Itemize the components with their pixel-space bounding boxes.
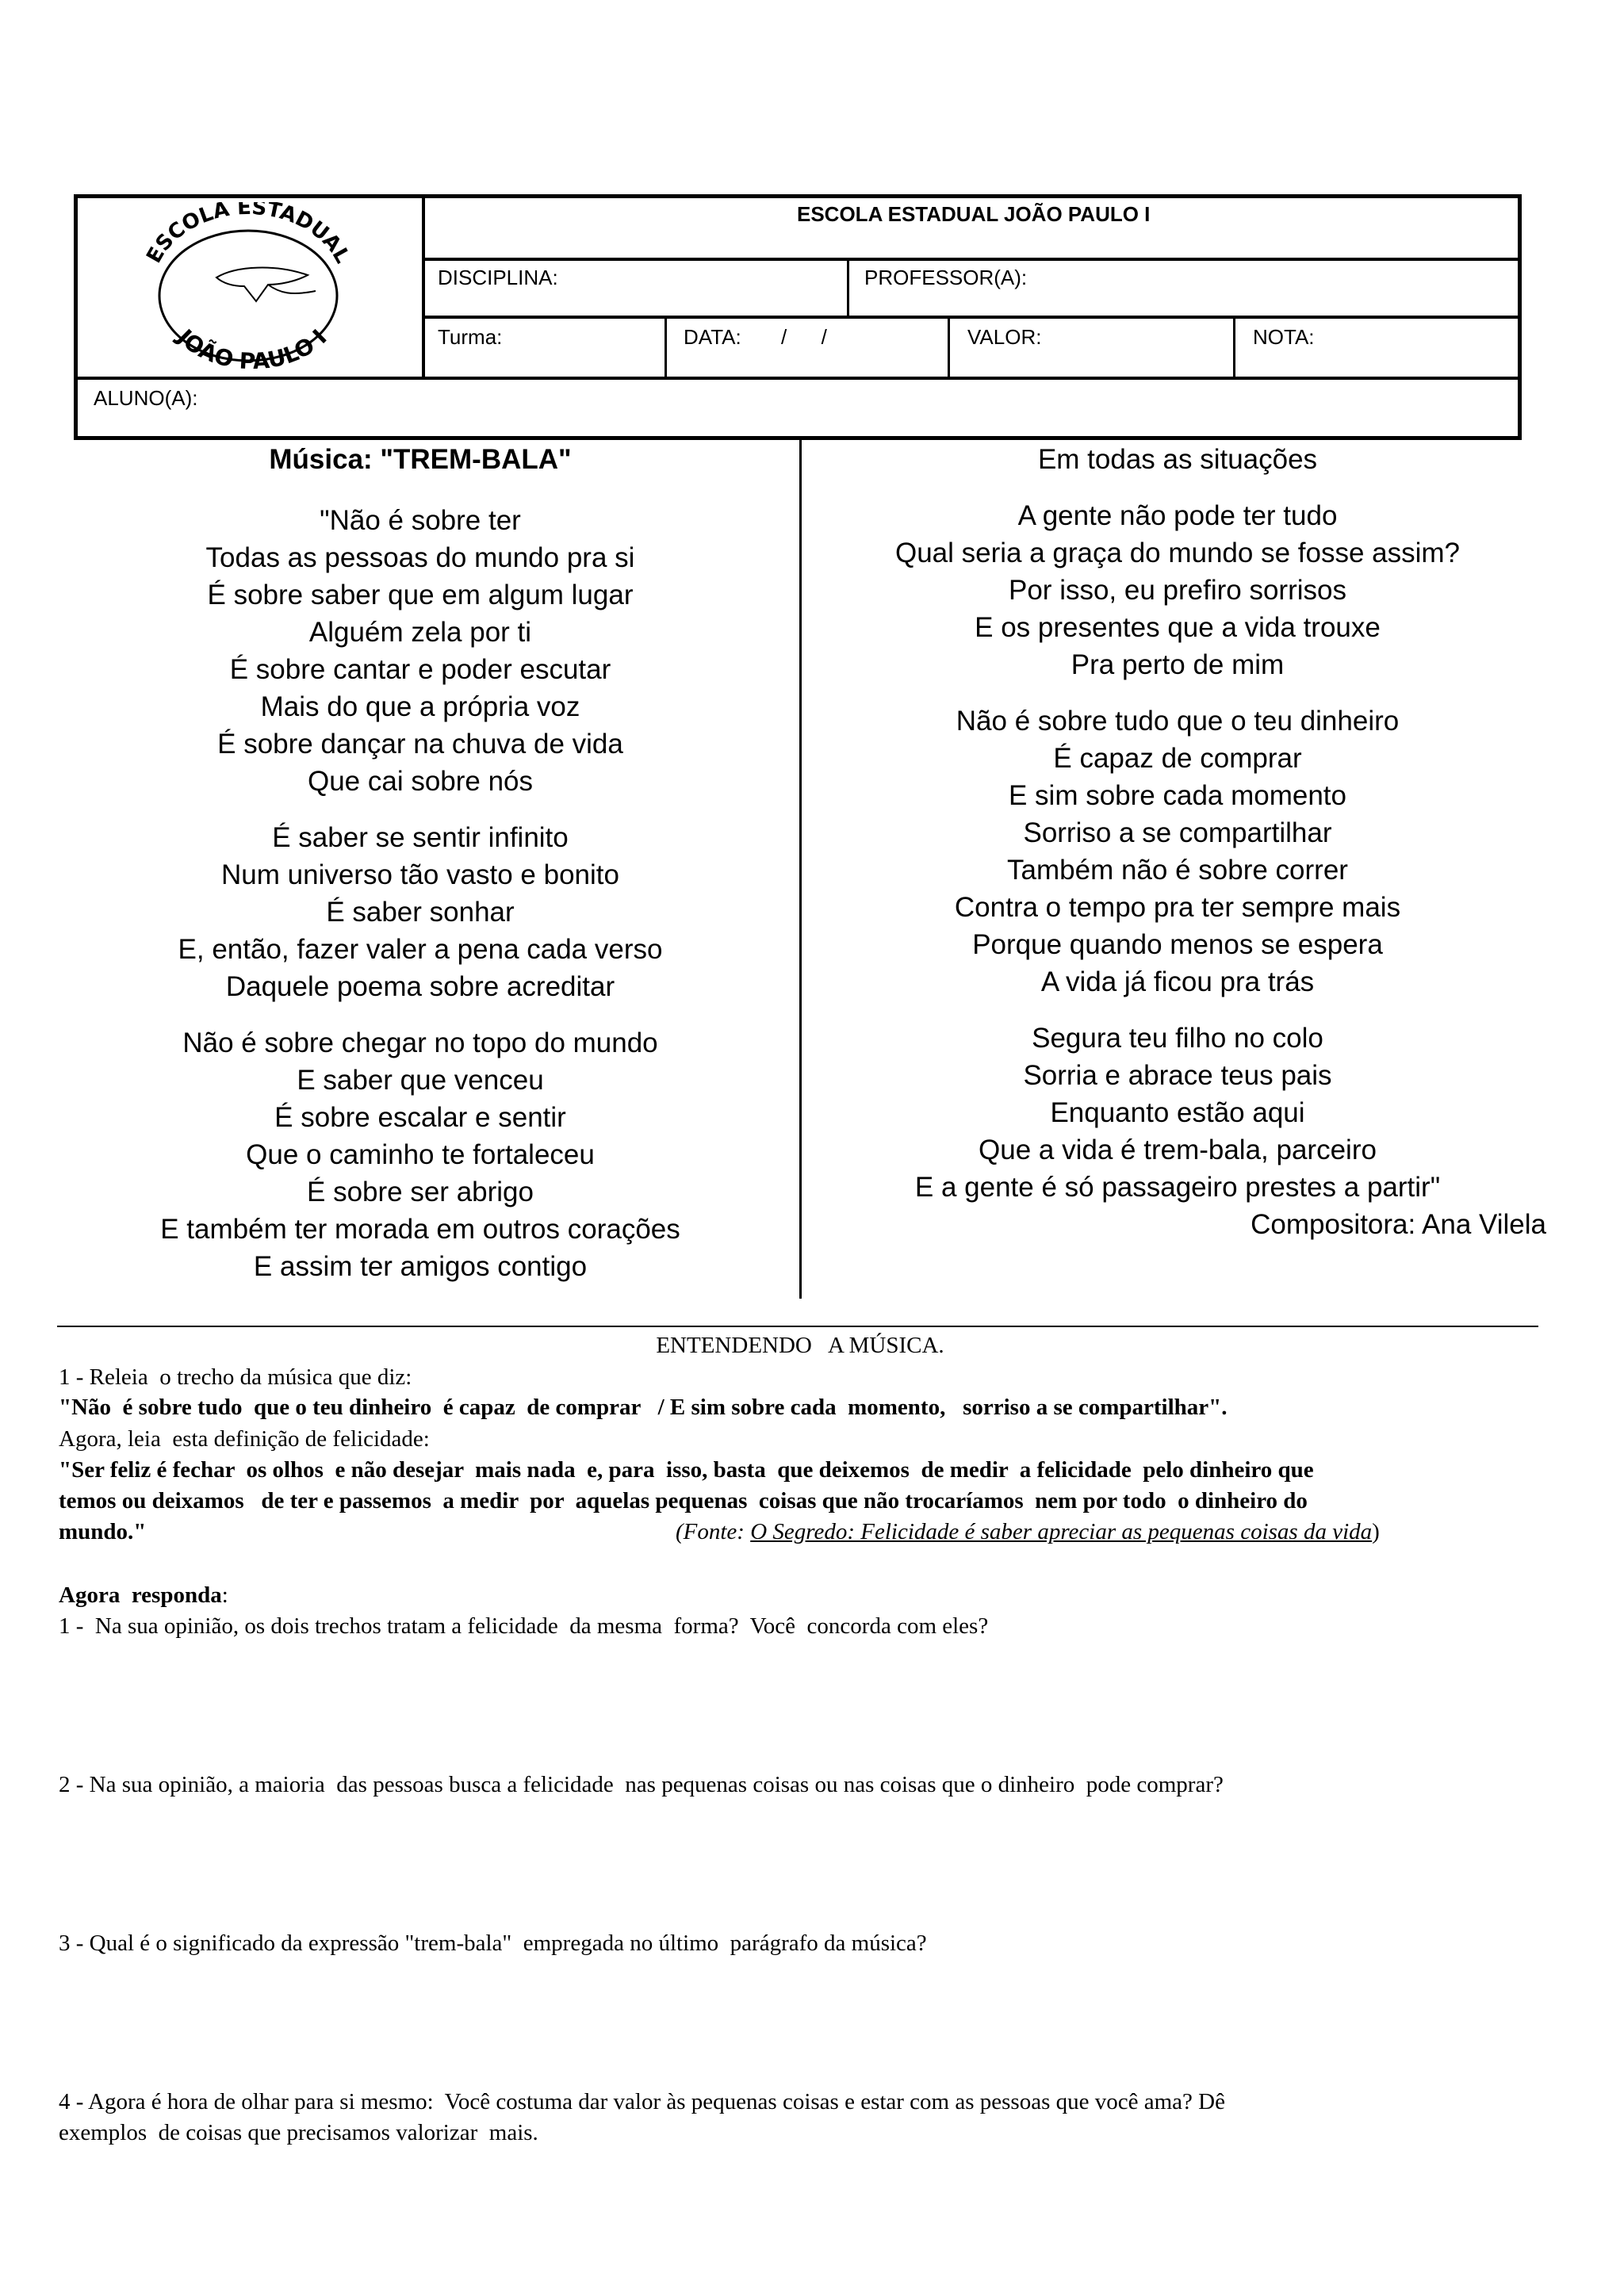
answer-label-line	[59, 1580, 1542, 1610]
lyric-line: Alguém zela por ti	[308, 617, 532, 648]
lyric-line: E, então, fazer valer a pena cada verso	[178, 934, 663, 965]
source-citation	[676, 1517, 1548, 1547]
lyric-line: É sobre escalar e sentir	[274, 1102, 566, 1133]
aluno-label: ALUNO(A):	[94, 386, 198, 410]
nota-label: NOTA:	[1253, 325, 1315, 349]
lyric-line: Num universo tão vasto e bonito	[221, 859, 619, 890]
svg-text:JOÃO PAULO I: JOÃO PAULO I	[172, 324, 332, 369]
definition-line-3: mundo."	[59, 1519, 147, 1544]
lyric-line: Pra perto de mim	[1071, 649, 1285, 680]
question-1: 1 - Na sua opinião, os dois trechos tratam a felicidade da mesma forma? Você concorda com eles?	[59, 1613, 989, 1639]
stanza-gap	[79, 1005, 761, 1024]
song-title: Música: "TREM-BALA"	[269, 444, 572, 475]
lyric-line: Sorria e abrace teus pais	[1023, 1060, 1332, 1091]
lyric-line: É sobre dançar na chuva de vida	[217, 729, 623, 760]
lyric-line: Também não é sobre correr	[1007, 855, 1348, 886]
stanza-gap	[841, 1001, 1515, 1020]
school-logo	[109, 202, 387, 369]
lyric-line: É saber se sentir infinito	[272, 822, 569, 853]
valor-label: VALOR:	[967, 325, 1042, 349]
stanza-gap	[79, 800, 761, 819]
definition-intro: Agora, leia esta definição de felicidade:	[59, 1426, 430, 1452]
lyric-line: Sorriso a se compartilhar	[1023, 817, 1332, 848]
source-prefix: (Fonte:	[676, 1519, 751, 1544]
lyric-line: E os presentes que a vida trouxe	[975, 612, 1381, 643]
lyric-line: Daquele poema sobre acreditar	[225, 971, 615, 1002]
lyric-line: É sobre ser abrigo	[307, 1177, 534, 1207]
composer: Compositora: Ana Vilela	[1251, 1209, 1546, 1240]
data-label: DATA:	[684, 325, 741, 349]
answer-colon: :	[221, 1582, 228, 1608]
lyric-line: Em todas as situações	[1037, 444, 1318, 475]
lyric-line: Que cai sobre nós	[307, 766, 534, 797]
question-2: 2 - Na sua opinião, a maioria das pessoas busca a felicidade nas pequenas coisas ou nas coisas que o dinheiro pode comprar?	[59, 1772, 1224, 1797]
lyric-line: A gente não pode ter tudo	[1017, 500, 1338, 531]
lyric-line: Todas as pessoas do mundo pra si	[205, 542, 635, 573]
source-suffix: )	[1372, 1519, 1380, 1544]
lyrics-left-column	[79, 441, 761, 1285]
disciplina-label: DISCIPLINA:	[438, 266, 558, 289]
definition-line-2: temos ou deixamos de ter e passemos a medir por aquelas pequenas coisas que não trocaríamos nem por todo o dinheiro do	[59, 1488, 1308, 1513]
lyrics-right-column	[841, 441, 1515, 1206]
lyric-line: E também ter morada em outros corações	[160, 1214, 680, 1245]
header-divider	[74, 377, 1522, 380]
question-4-cont: exemplos de coisas que precisamos valorizar mais.	[59, 2120, 538, 2145]
definition-line-1: "Ser feliz é fechar os olhos e não desejar mais nada e, para isso, basta que deixemos de medir a felicidade pelo dinheiro que	[59, 1457, 1314, 1483]
header-divider	[423, 258, 1522, 261]
school-name: ESCOLA ESTADUAL JOÃO PAULO I	[797, 202, 1151, 226]
answer-label: Agora responda	[59, 1582, 222, 1608]
source-link[interactable]: O Segredo: Felicidade é saber apreciar as pequenas coisas da vida	[750, 1519, 1373, 1544]
lyric-line: E saber que venceu	[297, 1065, 544, 1096]
lyric-line: Segura teu filho no colo	[1032, 1023, 1323, 1054]
svg-text:ESCOLA ESTADUAL: ESCOLA ESTADUAL	[142, 202, 354, 268]
lyric-line: Qual seria a graça do mundo se fosse assim?	[894, 538, 1461, 568]
header-divider	[1233, 316, 1235, 378]
professor-label: PROFESSOR(A):	[864, 266, 1028, 289]
lyric-line: "Não é sobre ter	[320, 505, 521, 536]
stanza-gap	[841, 683, 1515, 702]
header-divider	[948, 316, 950, 378]
column-divider	[799, 440, 802, 1299]
quote1: "Não é sobre tudo que o teu dinheiro é capaz de comprar / E sim sobre cada momento, sorriso a se compartilhar".	[59, 1395, 1228, 1420]
lyric-line: Não é sobre chegar no topo do mundo	[182, 1027, 658, 1058]
lyric-line: Que a vida é trem-bala, parceiro	[979, 1135, 1377, 1165]
lyric-line: É capaz de comprar	[1053, 743, 1302, 774]
lyric-line: E assim ter amigos contigo	[253, 1251, 588, 1282]
lyric-line: Não é sobre tudo que o teu dinheiro	[956, 706, 1400, 737]
lyric-line: Porque quando menos se espera	[972, 929, 1383, 960]
lyric-line: Mais do que a própria voz	[260, 691, 580, 722]
data-slashes: / /	[781, 325, 827, 349]
q1-intro: 1 - Releia o trecho da música que diz:	[59, 1364, 412, 1390]
section-separator	[57, 1326, 1538, 1327]
lyric-line: A vida já ficou pra trás	[1040, 966, 1315, 997]
question-3: 3 - Qual é o significado da expressão "trem-bala" empregada no último parágrafo da música?	[59, 1931, 927, 1956]
header-divider	[422, 194, 425, 380]
header-divider	[847, 258, 849, 319]
lyric-line: Que o caminho te fortaleceu	[246, 1139, 595, 1170]
section-title: ENTENDENDO A MÚSICA.	[656, 1333, 944, 1358]
lyric-line: É saber sonhar	[326, 897, 515, 928]
lyric-line: Enquanto estão aqui	[1050, 1097, 1305, 1128]
stanza-gap	[841, 478, 1515, 497]
lyric-line: É sobre cantar e poder escutar	[229, 654, 611, 685]
turma-label: Turma:	[438, 325, 503, 349]
lyric-line: E a gente é só passageiro prestes a partir"	[914, 1172, 1441, 1203]
header-divider	[665, 316, 667, 378]
header-divider	[423, 316, 1522, 319]
lyric-line: Por isso, eu prefiro sorrisos	[1009, 575, 1346, 606]
question-4: 4 - Agora é hora de olhar para si mesmo: Você costuma dar valor às pequenas coisas e estar com as pessoas que você ama? Dê	[59, 2089, 1225, 2114]
lyric-line: E sim sobre cada momento	[1008, 780, 1346, 811]
lyric-line: Contra o tempo pra ter sempre mais	[954, 892, 1401, 923]
lyric-line: É sobre saber que em algum lugar	[207, 580, 634, 610]
